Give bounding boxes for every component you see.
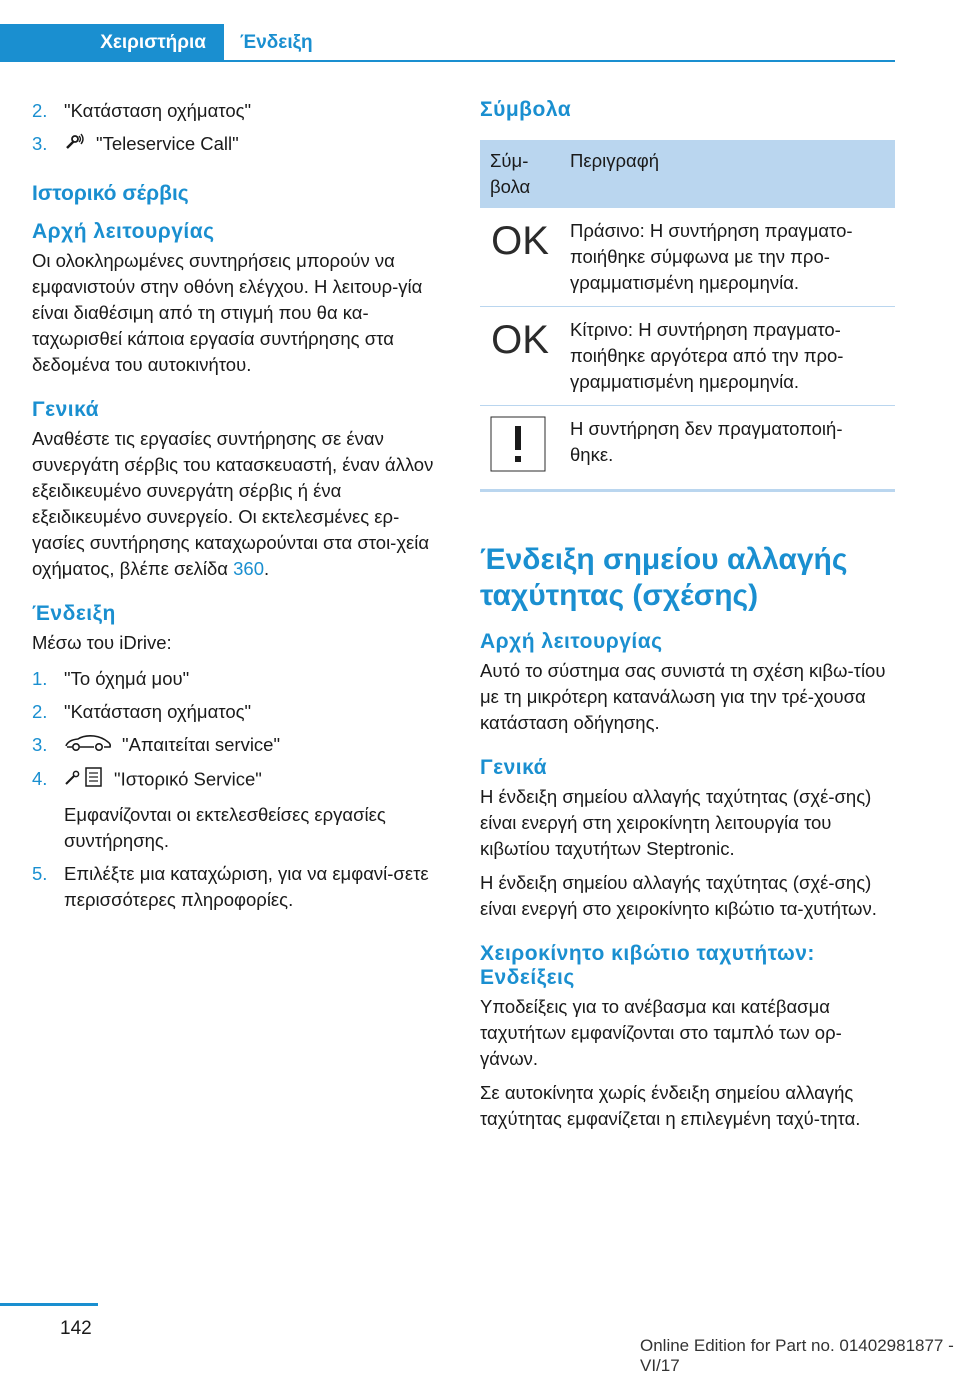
page-number: 142 xyxy=(60,1318,92,1339)
list-item xyxy=(32,732,442,759)
principle-paragraph: Οι ολοκληρωμένες συντηρήσεις μπορούν να εμφανιστούν στην οθόνη ελέγχου. Η λειτουρ‐γία είναι διαθέσιμη από τη στιγμή που θα κα‐ταχωρισθεί κάποια εργασία συντήρησης στα δεδομένα του αυτοκινήτου. xyxy=(32,250,423,376)
list-number: 2. xyxy=(32,701,48,723)
manual-paragraph-2: Σε αυτοκίνητα χωρίς ένδειξη σημείου αλλαγής ταχύτητας εμφανίζεται η επιλεγμένη ταχύ‐τητα. xyxy=(480,1082,861,1129)
wrench-phone-icon xyxy=(64,132,86,158)
car-icon xyxy=(64,733,112,759)
list-text: "Το όχημά μου" xyxy=(64,668,190,690)
subsection-title-general: Γενικά xyxy=(480,756,548,779)
list-number: 1. xyxy=(32,668,48,690)
table-cell-description: Πράσινο: Η συντήρηση πραγματο‐ποιήθηκε σύμφωνα με την προ‐γραμματισμένη ημερομηνία. xyxy=(560,208,895,307)
table-row xyxy=(480,406,895,491)
section-title-history: Ιστορικό σέρβις xyxy=(32,182,189,206)
shift-general-paragraph-1: Η ένδειξη σημείου αλλαγής ταχύτητας (σχέ‐σης) είναι ενεργή στη χειροκίνητη λειτουργία του κιβωτίου ταχυτήτων Steptronic. xyxy=(480,786,872,859)
tab-controls[interactable]: Χειριστήρια xyxy=(0,24,224,62)
ok-symbol-text: OK xyxy=(491,219,549,263)
general-paragraph: Αναθέστε τις εργασίες συντήρησης σε έναν συνεργάτη σέρβις του κατασκευαστή, έναν άλλον εξειδικευμένο συνεργάτη σέρβις ή ένα εξειδικευμένο συνεργείο. Οι εκτελεσμένες ερ‐γασίες συντήρησης καταχωρούνται στα στοι‐χεία οχήματος, βλέπε σελίδα 360. xyxy=(32,428,434,580)
table-row xyxy=(480,208,895,307)
symbols-table xyxy=(480,140,895,492)
service-history-icon xyxy=(64,766,104,795)
left-column xyxy=(32,98,442,920)
subsection-title-general: Γενικά xyxy=(32,398,100,422)
ok-symbol-text: OK xyxy=(491,318,549,362)
list-number: 5. xyxy=(32,863,48,885)
symbols-title: Σύμβολα xyxy=(480,98,572,121)
step-detail: Εμφανίζονται οι εκτελεσθείσες εργασίες συντήρησης. xyxy=(64,804,386,852)
list-item xyxy=(32,131,442,158)
subsection-title-display: Ένδειξη xyxy=(32,602,116,626)
edition-note: Online Edition for Part no. 01402981877 - VI/17 xyxy=(640,1336,954,1375)
header-divider xyxy=(0,60,895,62)
list-text: "Ιστορικό Service" xyxy=(114,768,262,790)
list-number: 3. xyxy=(32,734,48,756)
subsection-title-manual-gearbox: Χειροκίνητο κιβώτιο ταχυτήτων: Ενδείξεις xyxy=(480,942,815,989)
ok-yellow-icon xyxy=(490,318,550,365)
page-reference-link[interactable]: 360 xyxy=(233,558,264,580)
subsection-title-principle: Αρχή λειτουργίας xyxy=(32,220,215,244)
list-text: "Απαιτείται service" xyxy=(122,734,281,756)
ok-green-icon xyxy=(490,219,550,266)
table-row xyxy=(480,307,895,406)
manual-paragraph-1: Υποδείξεις για το ανέβασμα και κατέβασμα ταχυτήτων εμφανίζονται στο ταμπλό των ορ‐γάνων. xyxy=(480,996,842,1069)
table-header-symbols: Σύμ‐βολα xyxy=(480,140,560,208)
table-cell-description: Η συντήρηση δεν πραγματοποιή‐θηκε. xyxy=(560,406,895,491)
list-number: 3. xyxy=(32,133,48,154)
list-item xyxy=(32,666,442,692)
list-text: "Κατάσταση οχήματος" xyxy=(64,701,252,723)
list-item xyxy=(32,861,442,913)
list-item xyxy=(32,98,442,124)
list-number: 4. xyxy=(32,768,48,790)
table-header-row xyxy=(480,140,895,208)
list-text: Επιλέξτε μια καταχώριση, για να εμφανί‐σετε περισσότερες πληροφορίες. xyxy=(64,863,429,911)
table-header-description: Περιγραφή xyxy=(560,140,895,208)
list-number: 2. xyxy=(32,100,48,121)
list-text: "Teleservice Call" xyxy=(96,133,239,154)
shift-general-paragraph-2: Η ένδειξη σημείου αλλαγής ταχύτητας (σχέ‐σης) είναι ενεργή στο χειροκίνητο κιβώτιο τα‐χυτήτων. xyxy=(480,872,877,919)
exclamation-icon xyxy=(490,455,546,476)
shift-principle-paragraph: Αυτό το σύστημα σας συνιστά τη σχέση κιβω‐τίου με τη μικρότερη κατανάλωση για την τρέ‐χουσα κατάσταση οδήγησης. xyxy=(480,660,886,733)
tab-display[interactable]: Ένδειξη xyxy=(240,32,313,53)
list-text: "Κατάσταση οχήματος" xyxy=(64,100,252,121)
list-item xyxy=(32,766,442,795)
display-intro: Μέσω του iDrive: xyxy=(32,632,172,654)
subsection-title-principle: Αρχή λειτουργίας xyxy=(480,630,663,653)
table-cell-description: Κίτρινο: Η συντήρηση πραγματο‐ποιήθηκε αργότερα από την προ‐γραμματισμένη ημερομηνία. xyxy=(560,307,895,406)
right-column xyxy=(480,98,895,1140)
shift-indicator-title: Ένδειξη σημείου αλλαγής ταχύτητας (σχέσης) xyxy=(480,543,848,612)
footer-divider xyxy=(0,1303,98,1306)
list-item xyxy=(32,699,442,725)
page-header xyxy=(0,0,960,62)
